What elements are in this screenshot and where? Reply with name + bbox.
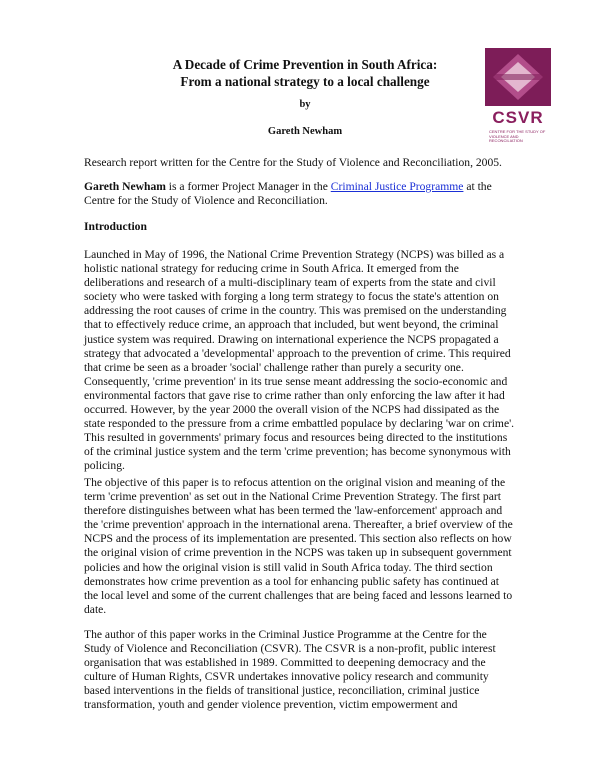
- bio-text-after: at the Centre for the Study of Violence and Reconciliation.: [84, 180, 492, 208]
- paragraph-3: The author of this paper works in the Criminal Justice Programme at the Centre for the Study of Violence and Reconciliation (CSVR). The CSVR is a non-profit, public interest organisation that was established in 1989. Committed to deepening democracy and the culture of Human Rights, CSVR undertakes innovative policy research and community based interventions in the fields of transitional justice, reconciliation, criminal justice transformation, youth and gender violence prevention, victim empowerment and: [84, 628, 496, 712]
- csvr-logo-text: CSVR: [492, 108, 544, 127]
- csvr-logo-mark: [485, 48, 551, 106]
- title-line-1: A Decade of Crime Prevention in South Africa:: [172, 57, 438, 72]
- criminal-justice-programme-link[interactable]: Criminal Justice Programme: [330, 180, 464, 193]
- report-note: Research report written for the Centre for the Study of Violence and Reconciliation, 2005.: [84, 156, 502, 169]
- by-line: by: [299, 99, 311, 110]
- title-line-2: From a national strategy to a local challenge: [180, 74, 430, 89]
- bio-author-name: Gareth Newham: [84, 180, 166, 193]
- csvr-logo-subtext: CENTRE FOR THE STUDY OF VIOLENCE AND RECONCILIATION: [489, 129, 546, 144]
- author-name: Gareth Newham: [267, 126, 343, 137]
- introduction-heading: Introduction: [84, 220, 147, 233]
- author-bio: [84, 180, 516, 208]
- document-title: [110, 56, 500, 90]
- paragraph-2: The objective of this paper is to refocus attention on the original vision and meaning of the term 'crime prevention' as set out in the National Crime Prevention Strategy. The first part therefore distinguishes between what has been termed the 'law-enforcement' approach and the 'crime prevention' approach in the international arena. Thereafter, a brief overview of the NCPS and the process of its implementation are presented. This section also reflects on how the original vision of crime prevention in the NCPS was taken up in subsequent government policies and how the original vision is still valid in South Africa today. The third section demonstrates how crime prevention as a tool for enhancing public safety has continued at the local level and some of the current challenges that are being faced and lessons learned to date.: [84, 476, 513, 616]
- bio-text-before: is a former Project Manager in the: [165, 180, 331, 193]
- csvr-logo: [485, 48, 551, 146]
- paragraph-1: Launched in May of 1996, the National Crime Prevention Strategy (NCPS) was billed as a holistic national strategy for reducing crime in South Africa. It emerged from the deliberations and research of a multi-disciplinary team of experts from the state and civil society who were tasked with forging a long term strategy to focus the state's attention on addressing the root causes of crime in the country. This was premised on the understanding that to effectively reduce crime, an approach that included, but went beyond, the criminal justice system was required. Drawing on international experience the NCPS propagated a strategy that advocated a 'developmental' approach to the prevention of crime. This required that crime be seen as a broader 'social' challenge rather than purely a security one. Consequently, 'crime prevention' in its true sense meant addressing the socio-economic and environmental factors that gave rise to crime rather than only enforcing the law after it had occurred. However, by the year 2000 the overall vision of the NCPS had dissipated as the state responded to the pressure from a crime embattled populace by declaring 'war on crime'. This resulted in governments' primary focus and resources being directed to the institutions of the criminal justice system and the term 'crime prevention; has become synonymous with policing.: [84, 248, 515, 473]
